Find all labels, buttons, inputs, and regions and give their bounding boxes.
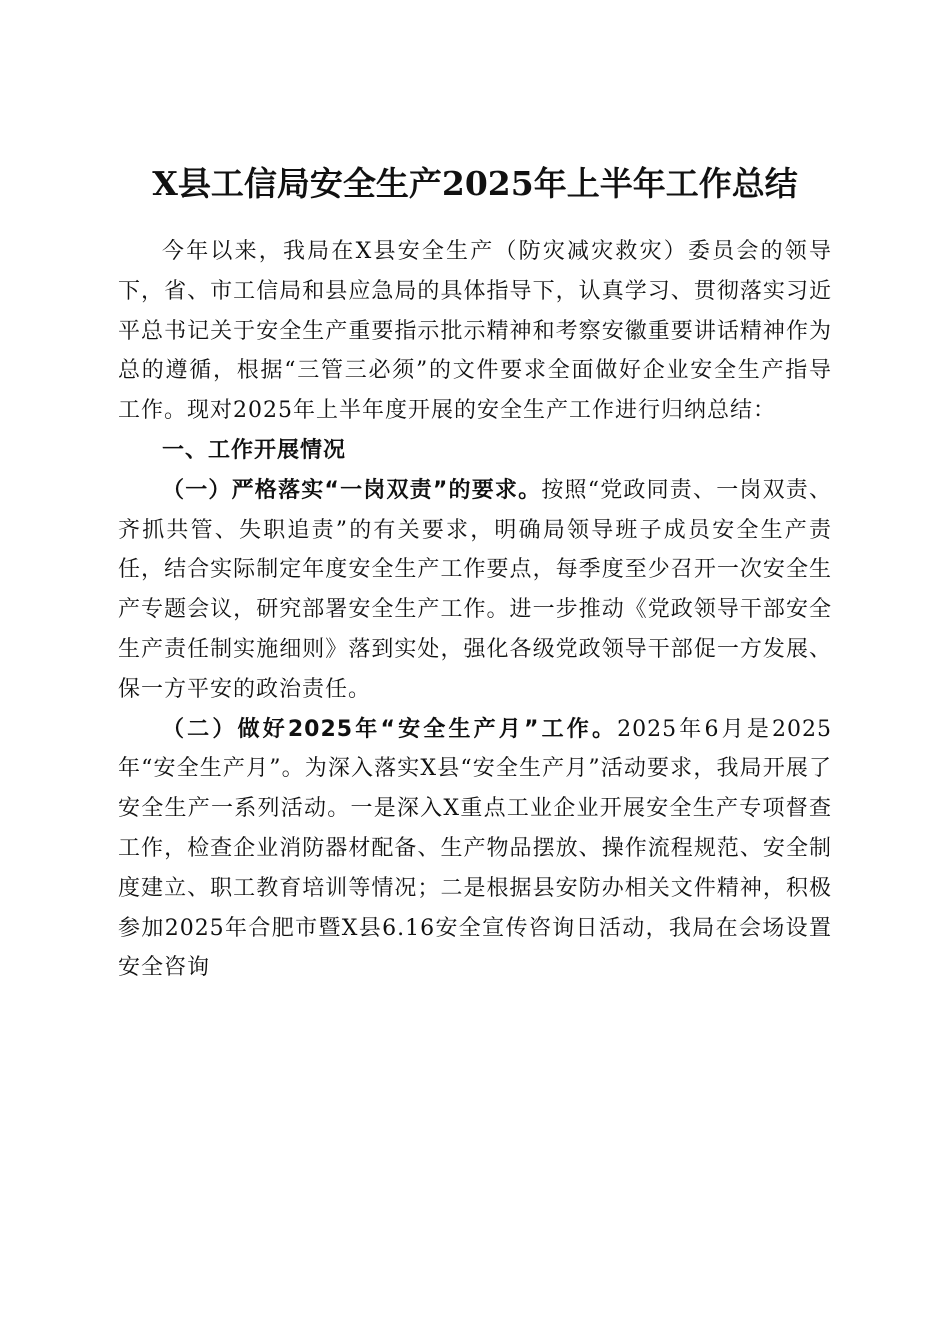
item-two-lead: （二）做好2025年“安全生产月”工作。 <box>162 716 618 742</box>
item-two-paragraph <box>118 710 832 989</box>
document-title: X县工信局安全生产2025年上半年工作总结 <box>152 164 798 204</box>
section-heading-work-status: 一、工作开展情况 <box>162 437 347 463</box>
item-one-text: 按照“党政同责、一岗双责、齐抓共管、失职追责”的有关要求，明确局领导班子成员安全生产责任，结合实际制定年度安全生产工作要点，每季度至少召开一次安全生产专题会议，研究部署安全生产工作。进一步推动《党政领导干部安全生产责任制实施细则》落到实处，强化各级党政领导干部促一方发展、保一方平安的政治责任。 <box>118 477 833 702</box>
item-one-lead: （一）严格落实“一岗双责”的要求。 <box>162 477 542 503</box>
item-one-paragraph <box>118 471 832 710</box>
intro-paragraph: 今年以来，我局在X县安全生产（防灾减灾救灾）委员会的领导下，省、市工信局和县应急局的具体指导下，认真学习、贯彻落实习近平总书记关于安全生产重要指示批示精神和考察安徽重要讲话精神作为总的遵循，根据“三管三必须”的文件要求全面做好企业安全生产指导工作。现对2025年上半年度开展的安全生产工作进行归纳总结： <box>118 239 832 424</box>
item-two-text: 2025年6月是2025年“安全生产月”。为深入落实X县“安全生产月”活动要求，我局开展了安全生产一系列活动。一是深入X重点工业企业开展安全生产专项督查工作，检查企业消防器材配备、生产物品摆放、操作流程规范、安全制度建立、职工教育培训等情况；二是根据县安防办相关文件精神，积极参加2025年合肥市暨X县6.16安全宣传咨询日活动，我局在会场设置安全咨询 <box>118 716 832 981</box>
document-body <box>118 232 832 988</box>
